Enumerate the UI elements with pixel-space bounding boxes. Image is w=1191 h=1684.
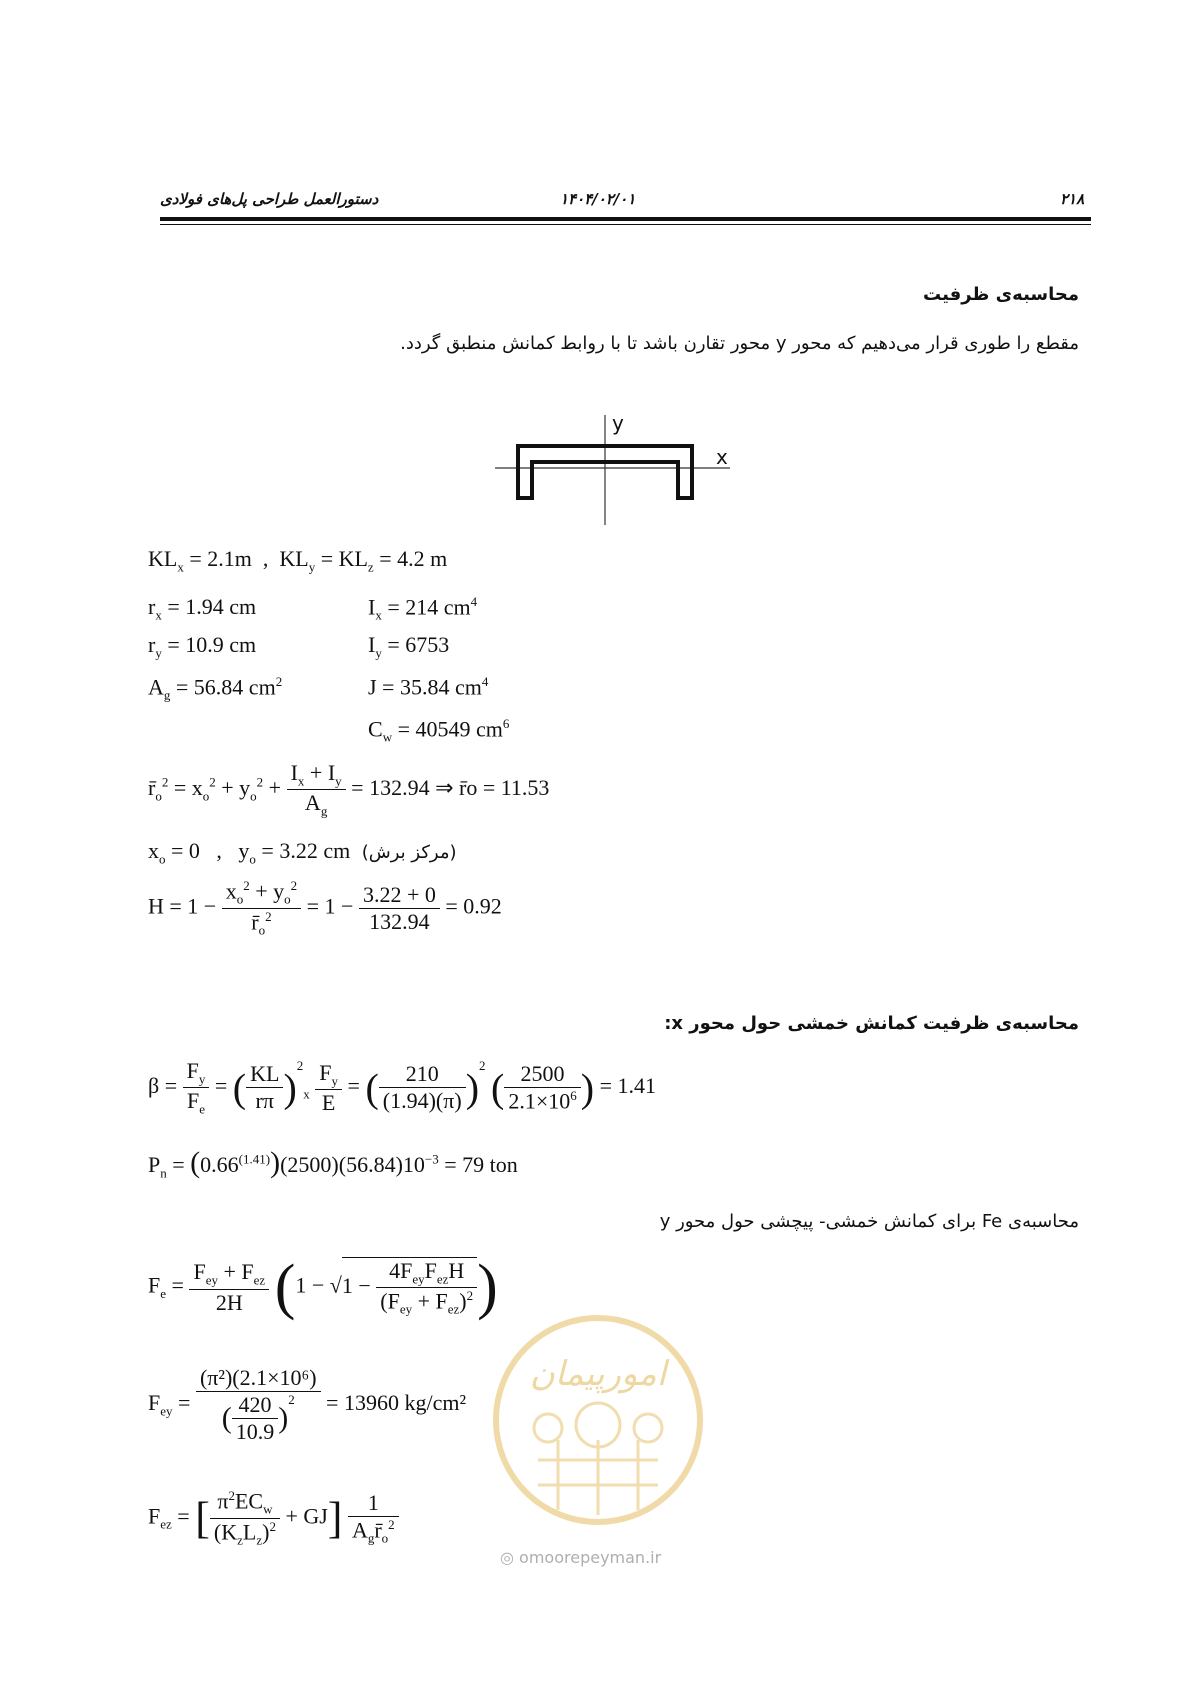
eq-h: H = 1 − $\frac{x_o^2 + y_o^2}{r̄_o^2}$ = 1 − $\frac{3.22 + 0}{132.94}$ = 0.92 — [148, 878, 502, 938]
h-result: = 0.92 — [445, 893, 502, 919]
eq-fe: $F_e$ = $\frac{F_{ey} + F_{ez}}{2H}$ (1 − √1 − $\frac{4F_{ey}F_{ez}H}{(F_{ey} + F_{ez})^2}$ ) — [148, 1253, 498, 1321]
eq-ry: $r_y = 10.9$ cm — [148, 632, 257, 661]
header-rule-thick — [160, 217, 1091, 221]
axis-x-label: x — [716, 445, 728, 469]
section-heading-flexural-x: محاسبه‌ی ظرفیت کمانش خمشی حول محور x: — [664, 1013, 1079, 1034]
eq-r0-result: = 132.94 ⇒ r̄o = 11.53 — [351, 774, 550, 800]
eq-xo-yo: $x_o = 0$ , $y_o = 3.22$ cm (مرکز برش) — [148, 838, 457, 867]
beta-den2: 2.1×10 — [508, 1088, 571, 1114]
fey-den-num: 420 — [232, 1392, 279, 1419]
section-paragraph: مقطع را طوری قرار می‌دهیم که محور y محور تقارن باشد تا با روابط کمانش منطبق گردد. — [400, 333, 1079, 354]
channel-section-figure — [490, 410, 740, 530]
eq-cw: $C_w = 40549$ $cm^6$ — [368, 716, 510, 745]
frac-h-numeric — [359, 882, 440, 935]
beta-den1: (1.94)(π) — [382, 1088, 462, 1114]
frac-ix-iy-ag: $\frac{I_x + I_y}{A_g}$ — [287, 760, 346, 820]
watermark-url: ◎ omoorepeyman.ir — [500, 1548, 662, 1567]
eq-beta: β = $\frac{F_y}{F_e}$ = ( $\frac{KL}{r\pi}$ )$^2_x$ $\frac{F_y}{E}$ = ( $\frac{210}{(1.94)(\pi)}$ )$^2$ ( $\frac{2500}{2.1\times 10^6}$ ) = 1.41 — [148, 1058, 657, 1117]
eq-r0: $r̄_o^2 = x_o^2 + y_o^2$ + $\frac{I_x + I_y}{A_g}$ = 132.94 ⇒ r̄o = 11.53 — [148, 760, 550, 819]
fey-result: = 13960 kg/cm² — [326, 1390, 467, 1416]
pn-result: = 79 ton — [444, 1152, 518, 1177]
h-numerator: 3.22 + 0 — [359, 882, 440, 909]
eq-j: J = 35.84 $cm^4$ — [368, 674, 489, 700]
eq-iy: $I_y = 6753$ — [368, 632, 450, 661]
section-heading-capacity: محاسبه‌ی ظرفیت — [923, 284, 1079, 305]
axis-y-label: y — [612, 411, 624, 435]
eq-fez: $F_{ez}$ = [ $\frac{\pi^2EC_w}{(K_zL_z)^2}$ + GJ] $\frac{1}{A_gr̄_o^2}$ — [148, 1488, 399, 1548]
eq-pn: $P_n = (0.66^{(1.41)})(2500)(56.84)10^{-3} = 79$ ton — [148, 1146, 518, 1181]
beta-result: = 1.41 — [599, 1072, 657, 1098]
shear-center-label: (مرکز برش) — [361, 842, 457, 863]
watermark-logo — [488, 1310, 708, 1530]
eq-rx: $r_x = 1.94$ cm — [148, 594, 257, 623]
h-denominator: 132.94 — [369, 908, 430, 934]
eq-fey: $F_{ey}$ = (π²)(2.1×10⁶) ( $\frac{420}{10.9}$ )$^2$ = 13960 kg/cm² — [148, 1365, 467, 1444]
watermark-logo-text: امورپیمان — [529, 1354, 667, 1394]
eq-ag: $A_g = 56.84$ $cm^2$ — [148, 674, 283, 703]
fey-den-den: 10.9 — [235, 1419, 275, 1444]
eq-ix: $I_x = 214$ $cm^4$ — [368, 594, 478, 623]
header-rule-thin — [160, 224, 1091, 225]
frac-h-symbolic: $\frac{x_o^2 + y_o^2}{r̄_o^2}$ — [222, 878, 301, 938]
page-number: ۲۱۸ — [1060, 190, 1085, 208]
book-title: دستورالعمل طراحی پل‌های فولادی — [160, 190, 379, 208]
section-text-fe: محاسبه‌ی Fe برای کمانش خمشی- پیچشی حول محور y — [659, 1211, 1079, 1232]
beta-num1: 210 — [379, 1061, 466, 1088]
fey-numerator: (π²)(2.1×10⁶) — [196, 1365, 321, 1392]
header-date: ۱۴۰۴/۰۲/۰۱ — [560, 190, 636, 208]
eq-kl: $KL_x = 2.1m$ , $KL_y = KL_z = 4.2$ m — [148, 546, 448, 575]
beta-num2: 2500 — [504, 1061, 580, 1088]
